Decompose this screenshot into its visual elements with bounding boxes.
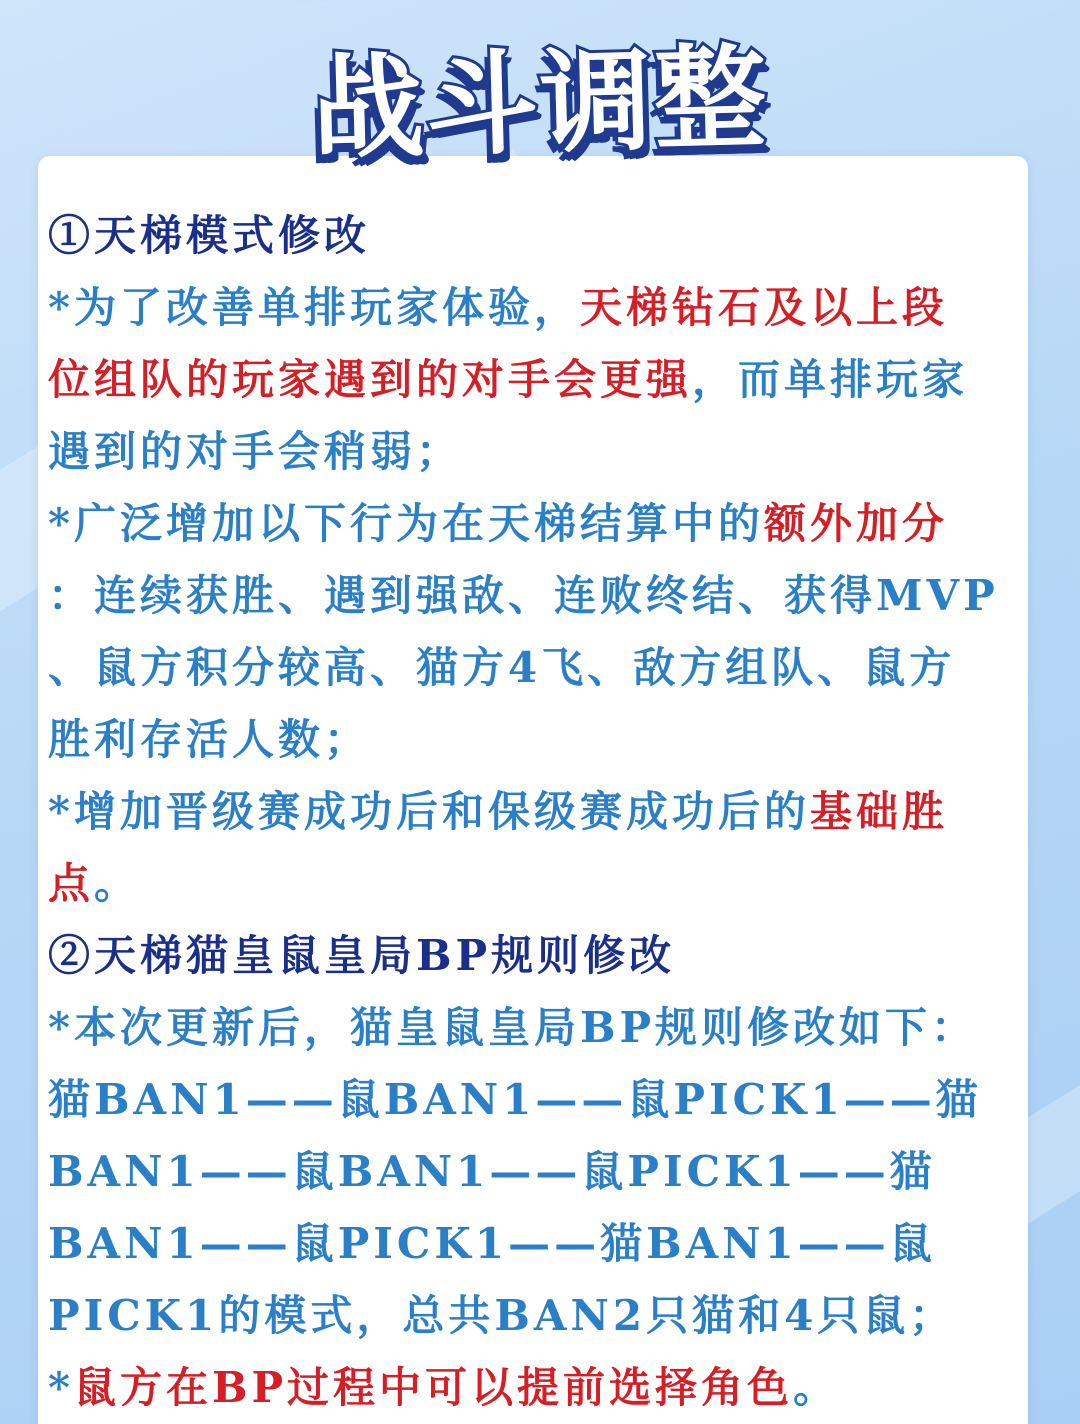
body-line: [48, 848, 1048, 920]
title-banner: [0, 34, 1080, 174]
body-text: 、鼠方积分较高、猫方4飞、敌方组队、鼠方: [48, 643, 956, 692]
section-heading: ①天梯模式修改: [48, 211, 371, 260]
body-text: 。: [793, 1363, 840, 1412]
body-text: BAN1——鼠BAN1——鼠PICK1——猫: [48, 1147, 936, 1196]
body-line: [48, 1136, 1048, 1208]
body-text: 猫BAN1——鼠BAN1——鼠PICK1——猫: [48, 1075, 982, 1124]
body-line: [48, 776, 1048, 848]
body-line: [48, 1064, 1048, 1136]
body-line: [48, 1352, 1048, 1424]
body-line: [48, 1208, 1048, 1280]
highlight-text: 天梯钻石及以上段: [579, 283, 948, 332]
highlight-text: 位组队的玩家遇到的对手会更强: [48, 355, 693, 404]
highlight-text: 额外加分: [763, 499, 948, 548]
highlight-text: 点: [48, 859, 95, 908]
body-line: [48, 272, 1048, 344]
highlight-text: 基础胜: [809, 787, 948, 836]
body-line: [48, 992, 1048, 1064]
body-text: 胜利存活人数；: [48, 715, 371, 764]
body-line: [48, 1280, 1048, 1352]
body-text: ：连续获胜、遇到强敌、连败终结、获得MVP: [48, 571, 999, 620]
body-line: [48, 416, 1048, 488]
body-line: [48, 632, 1048, 704]
body-text: 。: [94, 859, 141, 908]
body-text: *本次更新后，猫皇鼠皇局BP规则修改如下：: [48, 1003, 978, 1052]
highlight-text: 鼠方在BP过程中可以提前选择角色: [73, 1363, 794, 1412]
body-text: 遇到的对手会稍弱；: [48, 427, 463, 476]
body-text: *为了改善单排玩家体验，: [48, 283, 580, 332]
body-text: *广泛增加以下行为在天梯结算中的: [48, 499, 764, 548]
article-body: [48, 200, 1048, 1424]
page-title: 战斗调整: [310, 33, 770, 175]
section-heading: ②天梯猫皇鼠皇局BP规则修改: [48, 931, 676, 980]
body-line: [48, 488, 1048, 560]
body-text: *: [48, 1363, 74, 1412]
body-text: PICK1的模式，总共BAN2只猫和4只鼠；: [48, 1291, 956, 1340]
body-line: [48, 704, 1048, 776]
body-text: BAN1——鼠PICK1——猫BAN1——鼠: [48, 1219, 936, 1268]
body-line: [48, 560, 1048, 632]
body-line: [48, 344, 1048, 416]
body-text: *增加晋级赛成功后和保级赛成功后的: [48, 787, 810, 836]
body-text: ，而单排玩家: [692, 355, 969, 404]
